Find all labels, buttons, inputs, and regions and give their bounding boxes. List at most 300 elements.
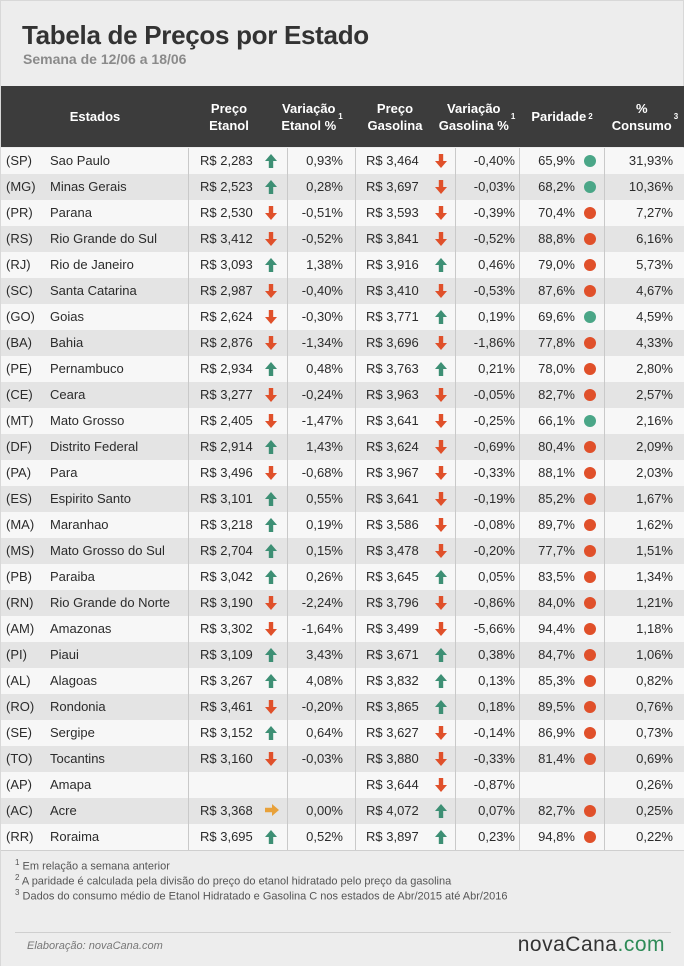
parity-indicator [584,538,596,564]
table-row [1,486,684,512]
table-row [1,694,684,720]
parity-value: 88,8% [538,231,575,246]
arrow-up-icon [265,252,279,278]
parity-indicator [584,590,596,616]
parity-value: 89,5% [538,699,575,714]
arrow-right-icon [265,798,279,824]
gasoline-trend [435,408,449,434]
gasoline-trend [435,538,449,564]
parity-indicator [584,460,596,486]
state-code: (GO) [6,309,35,324]
footnote-marker: 1 [510,112,516,121]
ethanol-variation: -0,24% [301,387,343,402]
status-dot-icon [584,519,596,531]
state-name: Amapa [50,777,92,792]
state-code: (PR) [6,205,33,220]
ethanol-price: R$ 2,704 [200,543,253,558]
arrow-down-icon [265,200,279,226]
parity-value: 94,8% [538,829,575,844]
gasoline-variation: -0,33% [473,751,515,766]
table-row [1,720,684,746]
column-divider [604,148,605,850]
gasoline-variation: -0,20% [473,543,515,558]
arrow-down-icon [265,694,279,720]
consumption-share: 2,57% [636,387,673,402]
consumption-share: 0,22% [636,829,673,844]
state-name: Maranhao [50,517,109,532]
gasoline-price: R$ 3,763 [366,361,419,376]
table-row [1,408,684,434]
gasoline-variation: -0,14% [473,725,515,740]
arrow-up-icon [265,174,279,200]
state-code: (BA) [6,335,32,350]
status-dot-icon [584,415,596,427]
ethanol-price: R$ 2,283 [200,153,253,168]
ethanol-trend [265,304,279,330]
ethanol-variation: -0,51% [301,205,343,220]
status-dot-icon [584,181,596,193]
parity-value: 86,9% [538,725,575,740]
parity-value: 77,7% [538,543,575,558]
table-row [1,356,684,382]
ethanol-variation: -0,20% [301,699,343,714]
state-name: Distrito Federal [50,439,139,454]
gasoline-price: R$ 3,499 [366,621,419,636]
consumption-share: 1,62% [636,517,673,532]
parity-value: 88,1% [538,465,575,480]
arrow-down-icon [435,772,449,798]
gasoline-price: R$ 3,671 [366,647,419,662]
ethanol-trend [265,226,279,252]
ethanol-price: R$ 2,876 [200,335,253,350]
arrow-down-icon [435,720,449,746]
ethanol-price: R$ 2,405 [200,413,253,428]
gasoline-trend [435,824,449,850]
consumption-share: 6,16% [636,231,673,246]
gasoline-variation: -0,33% [473,465,515,480]
ethanol-variation: 0,15% [306,543,343,558]
arrow-down-icon [265,746,279,772]
state-name: Minas Gerais [50,179,127,194]
arrow-down-icon [435,408,449,434]
gasoline-price: R$ 3,696 [366,335,419,350]
gasoline-price: R$ 3,967 [366,465,419,480]
status-dot-icon [584,363,596,375]
state-code: (RN) [6,595,34,610]
header-estados: Estados [69,109,121,124]
parity-value [524,772,575,798]
arrow-up-icon [265,148,279,174]
gasoline-trend [435,304,449,330]
state-code: (PI) [6,647,27,662]
ethanol-price: R$ 2,914 [200,439,253,454]
ethanol-variation: 0,26% [306,569,343,584]
ethanol-trend [265,746,279,772]
arrow-up-icon [265,512,279,538]
table-row [1,512,684,538]
gasoline-price: R$ 3,641 [366,413,419,428]
state-name: Pernambuco [50,361,124,376]
state-code: (TO) [6,751,33,766]
parity-indicator [584,564,596,590]
state-code: (RR) [6,829,34,844]
ethanol-trend [265,694,279,720]
consumption-share: 2,80% [636,361,673,376]
ethanol-trend [265,148,279,174]
parity-indicator [584,824,596,850]
ethanol-trend [265,538,279,564]
status-dot-icon [584,545,596,557]
page-title: Tabela de Preços por Estado [22,20,369,50]
arrow-down-icon [435,486,449,512]
ethanol-variation: -0,68% [301,465,343,480]
state-name: Para [50,465,78,480]
state-code: (RS) [6,231,33,246]
arrow-down-icon [265,408,279,434]
gasoline-variation: -0,39% [473,205,515,220]
arrow-down-icon [265,382,279,408]
ethanol-trend [265,252,279,278]
state-code: (AC) [6,803,33,818]
arrow-up-icon [265,668,279,694]
arrow-up-icon [435,642,449,668]
gasoline-price: R$ 3,641 [366,491,419,506]
arrow-down-icon [435,382,449,408]
gasoline-price: R$ 3,841 [366,231,419,246]
status-dot-icon [584,675,596,687]
table-row [1,252,684,278]
gasoline-variation: -0,25% [473,413,515,428]
parity-value: 66,1% [538,413,575,428]
state-code: (AP) [6,777,32,792]
table-row [1,200,684,226]
ethanol-trend [265,460,279,486]
status-dot-icon [584,259,596,271]
gasoline-price: R$ 3,897 [366,829,419,844]
gasoline-trend [435,226,449,252]
consumption-share: 31,93% [628,153,673,168]
gasoline-price: R$ 3,586 [366,517,419,532]
arrow-down-icon [435,746,449,772]
ethanol-price: R$ 2,523 [200,179,253,194]
state-code: (MS) [6,543,35,558]
ethanol-price: R$ 3,160 [200,751,253,766]
consumption-share: 4,59% [636,309,673,324]
arrow-down-icon [435,226,449,252]
state-name: Rio de Janeiro [50,257,134,272]
table-row [1,746,684,772]
header-preco-gasolina: Preço Gasolina [367,100,423,133]
status-dot-icon [584,467,596,479]
gasoline-trend [435,512,449,538]
arrow-down-icon [435,330,449,356]
ethanol-trend [265,798,279,824]
status-dot-icon [584,233,596,245]
table-row [1,460,684,486]
gasoline-trend [435,642,449,668]
ethanol-trend [265,642,279,668]
gasoline-variation: 0,38% [478,647,515,662]
column-divider [519,148,520,850]
gasoline-trend [435,460,449,486]
status-dot-icon [584,571,596,583]
gasoline-trend [435,200,449,226]
arrow-up-icon [265,720,279,746]
footnote-2: $^2$ A paridade é calculada pela divisão do preço do etanol hidratado pelo preço da gasolina [15,873,452,888]
footnote-marker: 1 [338,112,343,121]
column-divider [355,148,356,850]
gasoline-price: R$ 3,771 [366,309,419,324]
arrow-down-icon [265,304,279,330]
table-row [1,226,684,252]
table-row [1,382,684,408]
gasoline-variation: -0,08% [473,517,515,532]
gasoline-trend [435,590,449,616]
parity-value: 70,4% [538,205,575,220]
table-row [1,278,684,304]
state-name: Bahia [50,335,84,350]
parity-value: 65,9% [538,153,575,168]
ethanol-price: R$ 3,695 [200,829,253,844]
parity-value: 80,4% [538,439,575,454]
parity-value: 79,0% [538,257,575,272]
ethanol-variation: -1,34% [301,335,343,350]
gasoline-price: R$ 3,697 [366,179,419,194]
gasoline-variation: -0,03% [473,179,515,194]
arrow-down-icon [435,278,449,304]
ethanol-price: R$ 3,302 [200,621,253,636]
state-name: Sao Paulo [50,153,110,168]
arrow-down-icon [435,434,449,460]
status-dot-icon [584,493,596,505]
state-code: (PB) [6,569,32,584]
parity-indicator [584,720,596,746]
ethanol-price: R$ 3,267 [200,673,253,688]
parity-indicator [584,616,596,642]
ethanol-trend [265,408,279,434]
table-row [1,824,684,850]
page-subtitle: Semana de 12/06 a 18/06 [23,51,187,67]
state-code: (MT) [6,413,34,428]
ethanol-price: R$ 2,934 [200,361,253,376]
consumption-share: 1,21% [636,595,673,610]
table-row [1,616,684,642]
gasoline-price: R$ 3,796 [366,595,419,610]
gasoline-price: R$ 3,593 [366,205,419,220]
parity-indicator [584,668,596,694]
parity-value: 69,6% [538,309,575,324]
state-code: (CE) [6,387,33,402]
header-variacao-gasolina: Variação Gasolina % 1 [438,100,516,133]
consumption-share: 1,06% [636,647,673,662]
status-dot-icon [584,155,596,167]
gasoline-variation: -5,66% [473,621,515,636]
status-dot-icon [584,441,596,453]
arrow-up-icon [435,668,449,694]
gasoline-trend [435,564,449,590]
parity-value: 87,6% [538,283,575,298]
parity-indicator [584,382,596,408]
state-name: Piaui [50,647,79,662]
state-name: Alagoas [50,673,97,688]
arrow-down-icon [435,460,449,486]
ethanol-price: R$ 3,218 [200,517,253,532]
ethanol-variation: 0,19% [306,517,343,532]
ethanol-variation: 0,48% [306,361,343,376]
state-name: Amazonas [50,621,112,636]
gasoline-variation: 0,21% [478,361,515,376]
gasoline-price: R$ 3,410 [366,283,419,298]
table-row [1,642,684,668]
arrow-up-icon [265,356,279,382]
credit-text: Elaboração: novaCana.com [27,940,163,952]
ethanol-variation: 1,38% [306,257,343,272]
parity-value: 81,4% [538,751,575,766]
ethanol-price: R$ 3,042 [200,569,253,584]
gasoline-trend [435,798,449,824]
header-preco-etanol: Preço Etanol [209,100,249,133]
arrow-down-icon [435,174,449,200]
novacana-logo: novaCana.com [517,933,665,956]
gasoline-price: R$ 3,645 [366,569,419,584]
gasoline-trend [435,252,449,278]
footer [1,850,684,966]
gasoline-variation: 0,05% [478,569,515,584]
ethanol-variation [289,772,343,798]
gasoline-trend [435,772,449,798]
state-name: Rondonia [50,699,106,714]
state-code: (AM) [6,621,35,636]
state-code: (MA) [6,517,35,532]
status-dot-icon [584,389,596,401]
status-dot-icon [584,311,596,323]
state-name: Paraiba [50,569,95,584]
table-row [1,174,684,200]
table-header [1,86,684,147]
gasoline-price: R$ 3,478 [366,543,419,558]
arrow-up-icon [265,434,279,460]
parity-value: 94,4% [538,621,575,636]
gasoline-trend [435,278,449,304]
ethanol-price: R$ 3,093 [200,257,253,272]
table-row [1,148,684,174]
ethanol-variation: -1,47% [301,413,343,428]
state-code: (RJ) [6,257,31,272]
ethanol-variation: 0,00% [306,803,343,818]
parity-value: 85,3% [538,673,575,688]
gasoline-price: R$ 3,880 [366,751,419,766]
status-dot-icon [584,207,596,219]
gasoline-price: R$ 3,832 [366,673,419,688]
gasoline-variation: -0,19% [473,491,515,506]
arrow-up-icon [435,304,449,330]
parity-indicator [584,148,596,174]
parity-indicator [584,408,596,434]
parity-indicator [584,746,596,772]
parity-indicator [584,252,596,278]
ethanol-variation: -1,64% [301,621,343,636]
ethanol-variation: -0,30% [301,309,343,324]
arrow-up-icon [265,538,279,564]
arrow-up-icon [265,824,279,850]
header-paridade: Paridade 2 [531,109,593,124]
state-code: (PA) [6,465,32,480]
status-dot-icon [584,285,596,297]
gasoline-variation: -1,86% [473,335,515,350]
ethanol-trend [265,616,279,642]
ethanol-price: R$ 3,109 [200,647,253,662]
ethanol-price: R$ 3,412 [200,231,253,246]
status-dot-icon [584,805,596,817]
ethanol-trend [265,278,279,304]
gasoline-variation: -0,05% [473,387,515,402]
table-row [1,668,684,694]
gasoline-trend [435,746,449,772]
gasoline-variation: 0,46% [478,257,515,272]
state-code: (AL) [6,673,31,688]
gasoline-variation: -0,40% [473,153,515,168]
consumption-share: 2,03% [636,465,673,480]
gasoline-variation: 0,19% [478,309,515,324]
ethanol-variation: 0,28% [306,179,343,194]
gasoline-price: R$ 4,072 [366,803,419,818]
arrow-down-icon [435,590,449,616]
consumption-share: 1,34% [636,569,673,584]
status-dot-icon [584,623,596,635]
arrow-up-icon [435,252,449,278]
column-divider [455,148,456,850]
arrow-up-icon [435,694,449,720]
ethanol-trend [265,564,279,590]
consumption-share: 0,73% [636,725,673,740]
ethanol-trend [265,356,279,382]
state-code: (SP) [6,153,32,168]
consumption-share: 5,73% [636,257,673,272]
header-consumo: % Consumo 3 [611,100,679,133]
arrow-down-icon [265,616,279,642]
state-name: Rio Grande do Sul [50,231,157,246]
state-code: (SC) [6,283,33,298]
ethanol-trend [265,824,279,850]
parity-indicator [584,330,596,356]
parity-indicator [584,694,596,720]
gasoline-variation: 0,13% [478,673,515,688]
ethanol-variation: 0,55% [306,491,343,506]
ethanol-variation: 0,64% [306,725,343,740]
gasoline-variation: -0,87% [473,777,515,792]
ethanol-trend [265,434,279,460]
status-dot-icon [584,337,596,349]
table-row [1,798,684,824]
gasoline-trend [435,148,449,174]
arrow-down-icon [265,278,279,304]
parity-indicator [584,356,596,382]
arrow-down-icon [265,460,279,486]
parity-indicator [584,278,596,304]
arrow-down-icon [435,538,449,564]
consumption-share: 1,67% [636,491,673,506]
ethanol-trend [265,668,279,694]
ethanol-variation: -0,52% [301,231,343,246]
parity-indicator [584,174,596,200]
gasoline-variation: -0,52% [473,231,515,246]
ethanol-price: R$ 3,277 [200,387,253,402]
ethanol-price: R$ 2,624 [200,309,253,324]
state-name: Goias [50,309,84,324]
gasoline-price: R$ 3,624 [366,439,419,454]
ethanol-trend [265,382,279,408]
parity-value: 84,0% [538,595,575,610]
